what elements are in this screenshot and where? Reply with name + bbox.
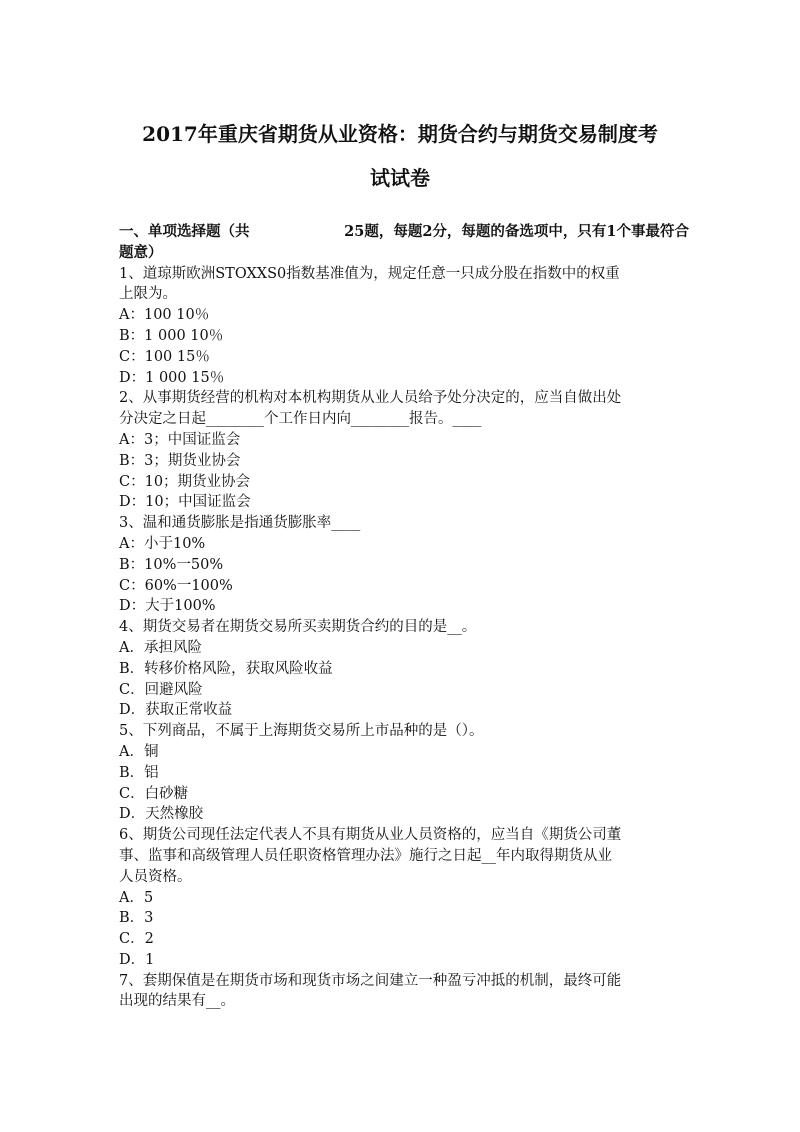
- question-stem-line: 6、期货公司现任法定代表人不具有期货从业人员资格的，应当自《期货公司董: [119, 827, 622, 844]
- answer-option: C：10；期货业协会: [119, 473, 251, 490]
- question-4: [119, 617, 689, 721]
- answer-option: A．铜: [119, 743, 159, 760]
- question-3: [119, 513, 689, 617]
- question-stem-line: 5、下列商品，不属于上海期货交易所上市品种的是（）。: [119, 723, 484, 740]
- document-title-line-1: 2017年重庆省期货从业资格：期货合约与期货交易制度考: [142, 122, 658, 146]
- answer-option: B．3: [119, 910, 154, 927]
- answer-option: B：3；期货业协会: [119, 452, 241, 469]
- question-stem-line: 人员资格。: [119, 868, 192, 885]
- answer-option: D．获取正常收益: [119, 702, 233, 719]
- document-title-line-2: 试试卷: [370, 166, 430, 190]
- question-stem-line: 2、从事期货经营的机构对本机构期货从业人员给予处分决定的，应当自做出处: [119, 390, 622, 407]
- section-heading-part-a: 一、单项选择题（共: [119, 223, 250, 240]
- question-stem-line: 3、温和通货膨胀是指通货膨胀率____: [119, 515, 361, 532]
- question-stem-line: 出现的结果有__。: [119, 993, 235, 1010]
- document-body: [119, 222, 689, 1012]
- answer-option: B．转移价格风险，获取风险收益: [119, 660, 333, 677]
- answer-option: D：10；中国证监会: [119, 494, 251, 511]
- answer-option: A．承担风险: [119, 639, 202, 656]
- answer-option: A：小于10%: [119, 535, 206, 552]
- question-stem-line: 4、期货交易者在期货交易所买卖期货合约的目的是__。: [119, 619, 477, 636]
- question-2: [119, 388, 689, 513]
- answer-option: C：100 15％: [119, 348, 210, 365]
- answer-option: C：60%一100%: [119, 577, 233, 594]
- answer-option: A：100 10％: [119, 307, 210, 324]
- answer-option: C．回避风险: [119, 681, 203, 698]
- question-list: [119, 264, 689, 1013]
- answer-option: B：1 000 10％: [119, 327, 224, 344]
- section-heading-part-b: 25题，每题2分，每题的备选项中，只有1个事最符合: [344, 223, 689, 240]
- question-1: [119, 264, 689, 389]
- answer-option: C．白砂糖: [119, 785, 189, 802]
- section-heading-line-1: [119, 222, 689, 243]
- question-stem-line: 事、监事和高级管理人员任职资格管理办法》施行之日起__年内取得期货从业: [119, 847, 612, 864]
- answer-option: B．铝: [119, 764, 159, 781]
- answer-option: A．5: [119, 889, 154, 906]
- question-stem-line: 上限为。: [119, 286, 177, 303]
- question-7: [119, 971, 689, 1013]
- answer-option: D．1: [119, 951, 155, 968]
- answer-option: D．天然橡胶: [119, 806, 204, 823]
- question-stem-line: 7、套期保值是在期货市场和现货市场之间建立一种盈亏冲抵的机制，最终可能: [119, 972, 622, 989]
- question-stem-line: 分决定之日起________个工作日内向________报告。____: [119, 411, 482, 428]
- answer-option: D：大于100%: [119, 598, 216, 615]
- question-6: [119, 825, 689, 971]
- question-stem-line: 1、道琼斯欧洲STOXXS0指数基准值为，规定任意一只成分股在指数中的权重: [119, 265, 620, 282]
- answer-option: C．2: [119, 931, 154, 948]
- question-5: [119, 721, 689, 825]
- section-heading-line-2: 题意）: [119, 243, 163, 261]
- answer-option: A：3；中国证监会: [119, 431, 241, 448]
- answer-option: B：10%一50%: [119, 556, 224, 573]
- answer-option: D：1 000 15％: [119, 369, 225, 386]
